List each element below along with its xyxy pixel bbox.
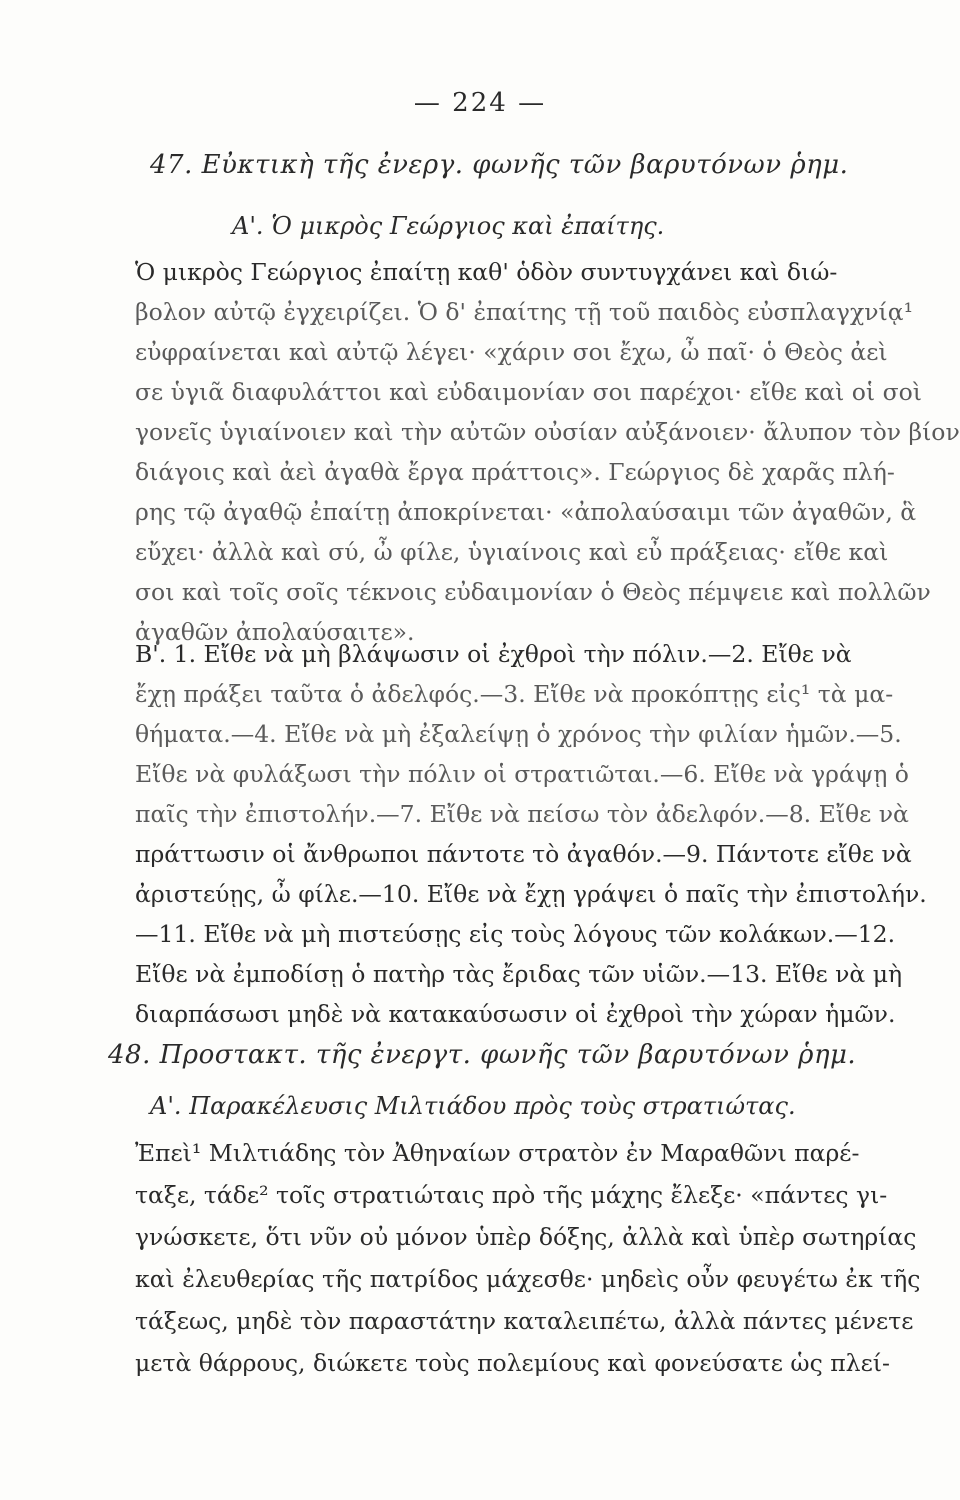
text-line: γονεῖς ὑγιαίνοιεν καὶ τὴν αὐτῶν οὐσίαν αὐξάνοιεν· ἄλυπον τὸν βίον — [135, 418, 960, 446]
text-line: Ἐπεὶ¹ Μιλτιάδης τὸν Ἀθηναίων στρατὸν ἐν Μαραθῶνι παρέ- — [135, 1139, 860, 1167]
text-line: σοι καὶ τοῖς σοῖς τέκνοις εὐδαιμονίαν ὁ Θεὸς πέμψειε καὶ πολλῶν — [135, 578, 931, 606]
text-line: ἀριστεύῃς, ὦ φίλε.—10. Εἴθε νὰ ἔχῃ γράψει ὁ παῖς τὴν ἐπιστολήν. — [135, 880, 927, 908]
text-line: Εἴθε νὰ ἐμποδίσῃ ὁ πατὴρ τὰς ἔριδας τῶν υἱῶν.—13. Εἴθε νὰ μὴ — [135, 960, 903, 988]
text-line: παῖς τὴν ἐπιστολήν.—7. Εἴθε νὰ πείσω τὸν ἀδελφόν.—8. Εἴθε νὰ — [135, 800, 909, 828]
section-47-heading: 47. Εὐκτικὴ τῆς ἐνεργ. φωνῆς τῶν βαρυτόνων ῥημ. — [150, 150, 849, 180]
text-line: θήματα.—4. Εἴθε νὰ μὴ ἐξαλείψῃ ὁ χρόνος τὴν φιλίαν ἡμῶν.—5. — [135, 720, 902, 748]
text-line: διαρπάσωσι μηδὲ νὰ κατακαύσωσιν οἱ ἐχθροὶ τὴν χώραν ἡμῶν. — [135, 1000, 896, 1028]
text-line: βολον αὐτῷ ἐγχειρίζει. Ὁ δ' ἐπαίτης τῇ τοῦ παιδὸς εὐσπλαγχνίᾳ¹ — [135, 298, 913, 326]
text-line: Εἴθε νὰ φυλάξωσι τὴν πόλιν οἱ στρατιῶται.—6. Εἴθε νὰ γράψῃ ὁ — [135, 760, 909, 788]
text-line: ἀγαθῶν ἀπολαύσαιτε». — [135, 618, 415, 646]
text-line: διάγοις καὶ ἀεὶ ἀγαθὰ ἔργα πράττοις». Γεώργιος δὲ χαρᾶς πλή- — [135, 458, 895, 486]
text-line: σε ὑγιᾶ διαφυλάττοι καὶ εὐδαιμονίαν σοι παρέχοι· εἴθε καὶ οἱ σοὶ — [135, 378, 922, 406]
text-line: εὔχει· ἀλλὰ καὶ σύ, ὦ φίλε, ὑγιαίνοις καὶ εὖ πράξειας· εἴθε καὶ — [135, 538, 889, 566]
text-line: ταξε, τάδε² τοῖς στρατιώταις πρὸ τῆς μάχης ἔλεξε· «πάντες γι- — [135, 1181, 888, 1209]
text-line: —11. Εἴθε νὰ μὴ πιστεύσῃς εἰς τοὺς λόγους τῶν κολάκων.—12. — [135, 920, 896, 948]
section-48-heading: 48. Προστακτ. τῆς ἐνεργτ. φωνῆς τῶν βαρυτόνων ῥημ. — [108, 1040, 857, 1070]
text-line: Β'. 1. Εἴθε νὰ μὴ βλάψωσιν οἱ ἐχθροὶ τὴν πόλιν.—2. Εἴθε νὰ — [135, 640, 852, 668]
section-47-subheading: Α'. Ὁ μικρὸς Γεώργιος καὶ ἐπαίτης. — [232, 212, 665, 240]
text-line: γνώσκετε, ὅτι νῦν οὐ μόνον ὑπὲρ δόξης, ἀλλὰ καὶ ὑπὲρ σωτηρίας — [135, 1223, 917, 1251]
page-number: — 224 — — [413, 88, 547, 118]
text-line: μετὰ θάρρους, διώκετε τοὺς πολεμίους καὶ φονεύσατε ὡς πλεί- — [135, 1349, 890, 1377]
text-line: τάξεως, μηδὲ τὸν παραστάτην καταλειπέτω, ἀλλὰ πάντες μένετε — [135, 1307, 914, 1335]
text-line: ἔχῃ πράξει ταῦτα ὁ ἀδελφός.—3. Εἴθε νὰ προκόπτῃς εἰς¹ τὰ μα- — [135, 680, 894, 708]
text-line: καὶ ἐλευθερίας τῆς πατρίδος μάχεσθε· μηδεὶς οὖν φευγέτω ἐκ τῆς — [135, 1265, 921, 1293]
section-48-subheading: Α'. Παρακέλευσις Μιλτιάδου πρὸς τοὺς στρατιώτας. — [150, 1092, 796, 1120]
text-line: πράττωσιν οἱ ἄνθρωποι πάντοτε τὸ ἀγαθόν.—9. Πάντοτε εἴθε νὰ — [135, 840, 912, 868]
text-line: Ὁ μικρὸς Γεώργιος ἐπαίτῃ καθ' ὁδὸν συντυγχάνει καὶ διώ- — [135, 258, 838, 286]
text-line: ρης τῷ ἀγαθῷ ἐπαίτῃ ἀποκρίνεται· «ἀπολαύσαιμι τῶν ἀγαθῶν, ἃ — [135, 498, 917, 526]
text-line: εὐφραίνεται καὶ αὐτῷ λέγει· «χάριν σοι ἔχω, ὦ παῖ· ὁ Θεὸς ἀεὶ — [135, 338, 888, 366]
